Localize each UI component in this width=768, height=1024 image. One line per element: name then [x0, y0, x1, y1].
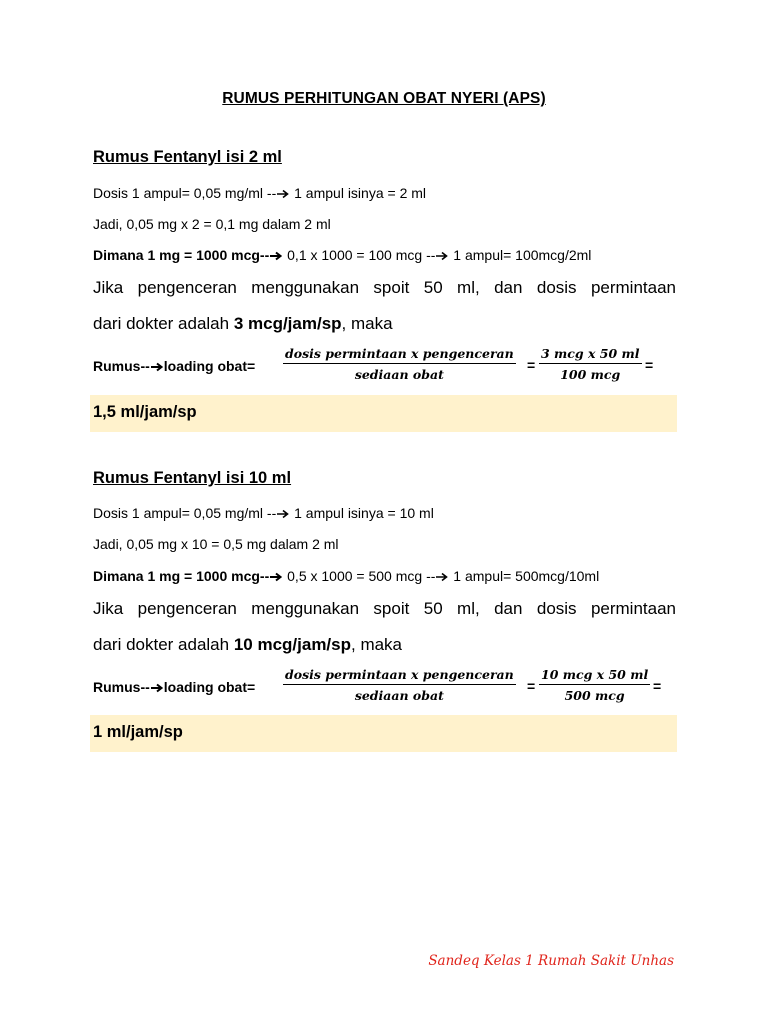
fraction-numerator: dosis permintaan x pengenceran: [283, 667, 516, 685]
result-value: 1 ml/jam/sp: [93, 723, 183, 741]
right-arrow-icon: [151, 683, 163, 693]
equals-sign: =: [653, 678, 662, 694]
formula-label: [93, 679, 255, 695]
dose-text: Dosis 1 ampul= 0,05 mg/ml --: [93, 505, 277, 521]
right-arrow-icon: [270, 572, 282, 582]
document-title: RUMUS PERHITUNGAN OBAT NYERI (APS): [222, 90, 546, 107]
para-text-end: , maka: [351, 635, 403, 654]
formula-label-a: Rumus--: [93, 358, 150, 374]
formula-fraction-values: [539, 346, 642, 382]
paragraph-line-2: [93, 314, 393, 334]
right-arrow-icon: [277, 189, 289, 199]
section-heading: Rumus Fentanyl isi 10 ml: [93, 469, 292, 487]
footer-credit: Sandeq Kelas 1 Rumah Sakit Unhas: [428, 953, 674, 969]
para-text: dari dokter adalah: [93, 314, 234, 333]
formula-label: [93, 358, 255, 374]
right-arrow-icon: [436, 572, 448, 582]
right-arrow-icon: [436, 251, 448, 261]
fraction-numerator: 3 mcg x 50 ml: [539, 346, 642, 364]
para-text: dari dokter adalah: [93, 635, 234, 654]
dimana-result: 1 ampul= 100mcg/2ml: [449, 247, 592, 263]
dimana-line: [93, 568, 599, 584]
jadi-line: Jadi, 0,05 mg x 10 = 0,5 mg dalam 2 ml: [93, 536, 339, 552]
fraction-numerator: 10 mcg x 50 ml: [539, 667, 650, 685]
formula-label-b: loading obat=: [163, 679, 256, 695]
dose-line: [93, 185, 426, 201]
result-highlight: [90, 715, 677, 752]
dose-result: 1 ampul isinya = 10 ml: [290, 505, 434, 521]
formula-row: [93, 346, 676, 386]
equals-sign: =: [527, 678, 536, 694]
right-arrow-icon: [151, 362, 163, 372]
paragraph-line-1: Jika pengenceran menggunakan spoit 50 ml, dan dosis permintaan: [93, 599, 676, 618]
dimana-bold: Dimana 1 mg = 1000 mcg--: [93, 247, 270, 263]
paragraph-line-2: [93, 635, 402, 655]
equals-sign: =: [645, 357, 654, 373]
result-highlight: [90, 395, 677, 432]
dose-line: [93, 505, 434, 521]
formula-label-b: loading obat=: [163, 358, 256, 374]
paragraph-line-1: Jika pengenceran menggunakan spoit 50 ml, dan dosis permintaan: [93, 278, 676, 297]
dimana-calc: 0,1 x 1000 = 100 mcg --: [283, 247, 436, 263]
section-heading: Rumus Fentanyl isi 2 ml: [93, 148, 282, 166]
fraction-denominator: 500 mcg: [564, 688, 625, 703]
para-text-end: , maka: [341, 314, 393, 333]
dimana-calc: 0,5 x 1000 = 500 mcg --: [283, 568, 436, 584]
dimana-result: 1 ampul= 500mcg/10ml: [449, 568, 600, 584]
right-arrow-icon: [270, 251, 282, 261]
jadi-line: Jadi, 0,05 mg x 2 = 0,1 mg dalam 2 ml: [93, 216, 331, 232]
dimana-line: [93, 247, 591, 263]
requested-dose: 3 mcg/jam/sp: [233, 314, 342, 333]
requested-dose: 10 mcg/jam/sp: [233, 635, 351, 654]
fraction-denominator: sediaan obat: [354, 688, 444, 703]
formula-fraction-values: [539, 667, 650, 703]
right-arrow-icon: [277, 509, 289, 519]
fraction-numerator: dosis permintaan x pengenceran: [283, 346, 516, 364]
formula-label-a: Rumus--: [93, 679, 150, 695]
formula-row: [93, 667, 676, 707]
dose-text: Dosis 1 ampul= 0,05 mg/ml --: [93, 185, 277, 201]
result-value: 1,5 ml/jam/sp: [93, 403, 197, 421]
formula-fraction-general: [283, 667, 516, 703]
dose-result: 1 ampul isinya = 2 ml: [290, 185, 427, 201]
dimana-bold: Dimana 1 mg = 1000 mcg--: [93, 568, 270, 584]
formula-fraction-general: [283, 346, 516, 382]
equals-sign: =: [527, 357, 536, 373]
fraction-denominator: 100 mcg: [560, 367, 621, 382]
fraction-denominator: sediaan obat: [354, 367, 444, 382]
